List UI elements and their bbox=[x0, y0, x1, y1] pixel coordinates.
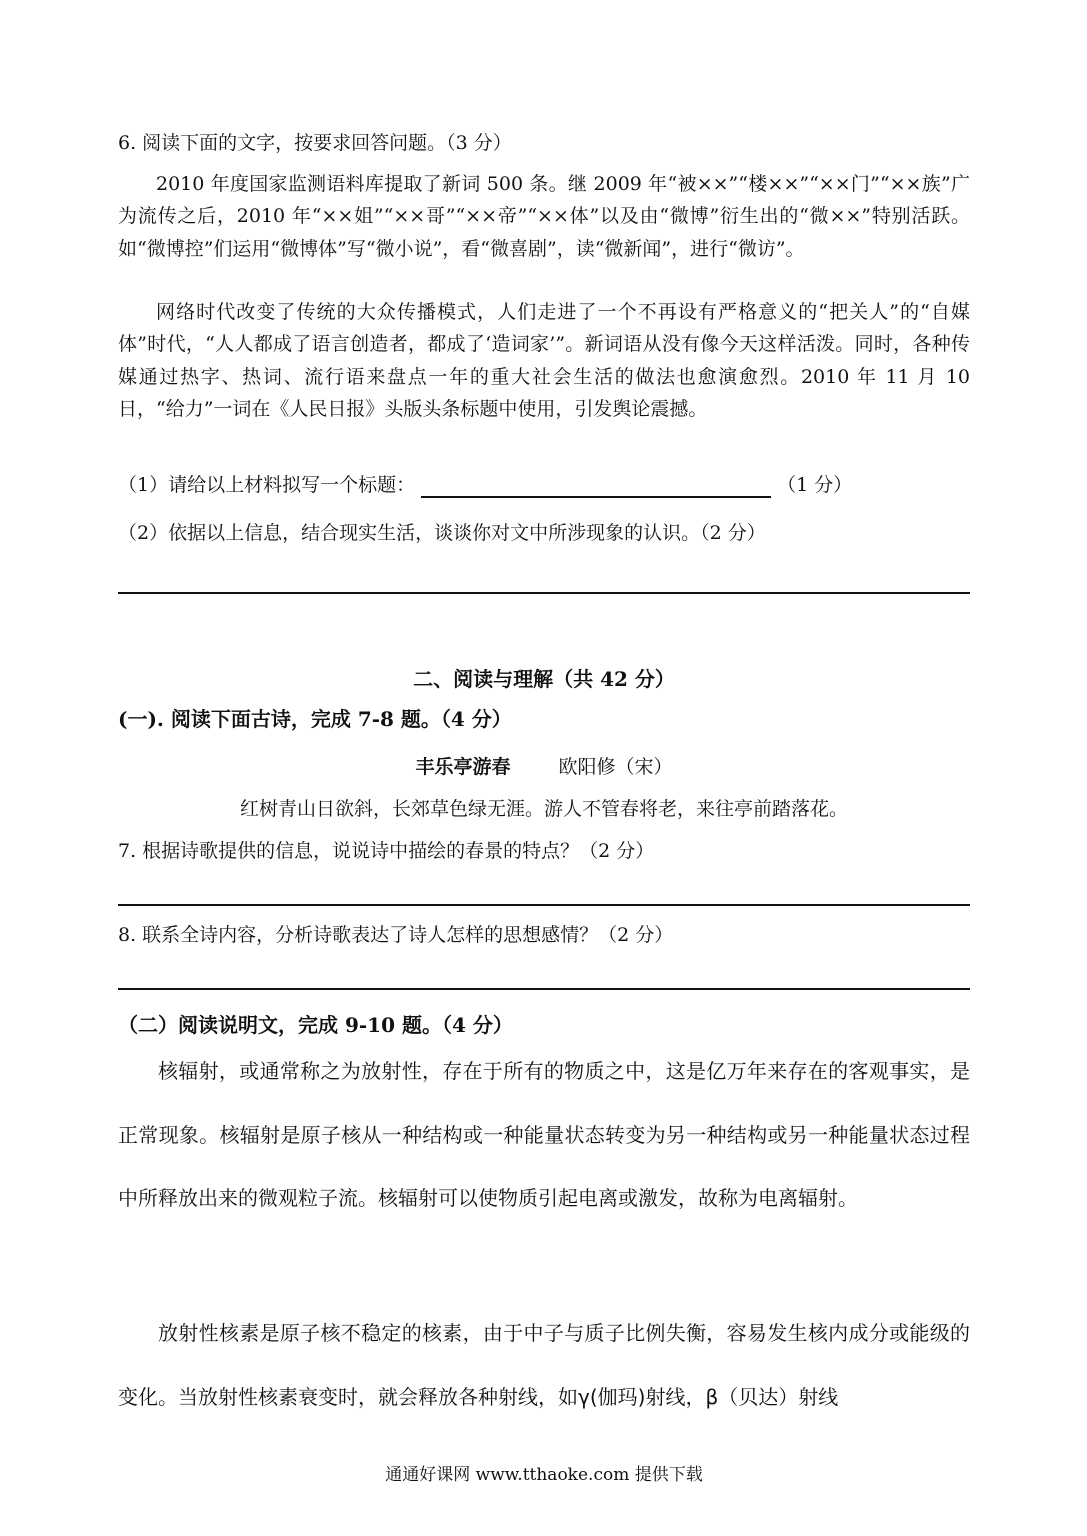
poem-text: 红树青山日欲斜，长郊草色绿无涯。游人不管春将老，来往亭前踏落花。 bbox=[239, 798, 848, 820]
q6-paragraph-2: 网络时代改变了传统的大众传播模式，人们走进了一个不再设有严格意义的“把关人”的“自媒体”时代，“人人都成了语言创造者，都成了‘造词家’”。新词语从没有像今天这样活泼。同时，各种传媒通过热字、热词、流行语来盘点一年的重大社会生活的做法也愈演愈烈。2010 年 11 月 10 日，“给力”一词在《人民日报》头版头条标题中使用，引发舆论震撼。 bbox=[118, 301, 970, 420]
poem-header bbox=[118, 754, 970, 780]
question-8: 8. 联系全诗内容，分析诗歌表达了诗人怎样的思想感情？（2 分） bbox=[118, 924, 674, 946]
section-2-heading: 二、阅读与理解（共 42 分） bbox=[413, 667, 675, 691]
answer-line-q6[interactable] bbox=[118, 592, 970, 594]
expository-paragraph-1: 核辐射，或通常称之为放射性，存在于所有的物质之中，这是亿万年来存在的客观事实，是正常现象。核辐射是原子核从一种结构或一种能量状态转变为另一种结构或另一种能量状态过程中所释放出来的微观粒子流。核辐射可以使物质引起电离或激发，故称为电离辐射。 bbox=[118, 1059, 970, 1211]
question-7: 7. 根据诗歌提供的信息，说说诗中描绘的春景的特点？（2 分） bbox=[118, 840, 655, 862]
answer-line-q8[interactable] bbox=[118, 988, 970, 990]
q6-sub-question-1 bbox=[118, 472, 970, 498]
part-1-heading: (一). 阅读下面古诗，完成 7-8 题。（4 分） bbox=[118, 707, 512, 731]
answer-line-q7[interactable] bbox=[118, 904, 970, 906]
q6-paragraph-1: 2010 年度国家监测语料库提取了新词 500 条。继 2009 年“被××”“楼××”“××门”“××族”广为流传之后，2010 年“××姐”“××哥”“××帝”“××体”以及由“微博”衍生出的“微××”特别活跃。如“微博控”们运用“微博体”写“微小说”，看“微喜剧”，读“微新闻”，进行“微访”。 bbox=[118, 173, 970, 260]
poem-author: 欧阳修（宋） bbox=[558, 756, 673, 778]
sub1-prompt: （1）请给以上材料拟写一个标题： bbox=[118, 474, 416, 496]
footer-text: 通通好课网 www.tthaoke.com 提供下载 bbox=[385, 1465, 703, 1485]
question-6-stem: 6. 阅读下面的文字，按要求回答问题。（3 分） bbox=[118, 132, 512, 154]
title-answer-blank[interactable] bbox=[421, 472, 771, 498]
poem-title: 丰乐亭游春 bbox=[415, 756, 511, 778]
part-2-heading: （二）阅读说明文，完成 9-10 题。（4 分） bbox=[118, 1013, 513, 1037]
sub1-score: （1 分） bbox=[777, 474, 853, 496]
expository-paragraph-2: 放射性核素是原子核不稳定的核素，由于中子与质子比例失衡，容易发生核内成分或能级的变化。当放射性核素衰变时，就会释放各种射线，如γ(伽玛)射线，β（贝达）射线 bbox=[118, 1321, 970, 1409]
q6-sub-question-2: （2）依据以上信息，结合现实生活，谈谈你对文中所涉现象的认识。（2 分） bbox=[118, 522, 766, 544]
